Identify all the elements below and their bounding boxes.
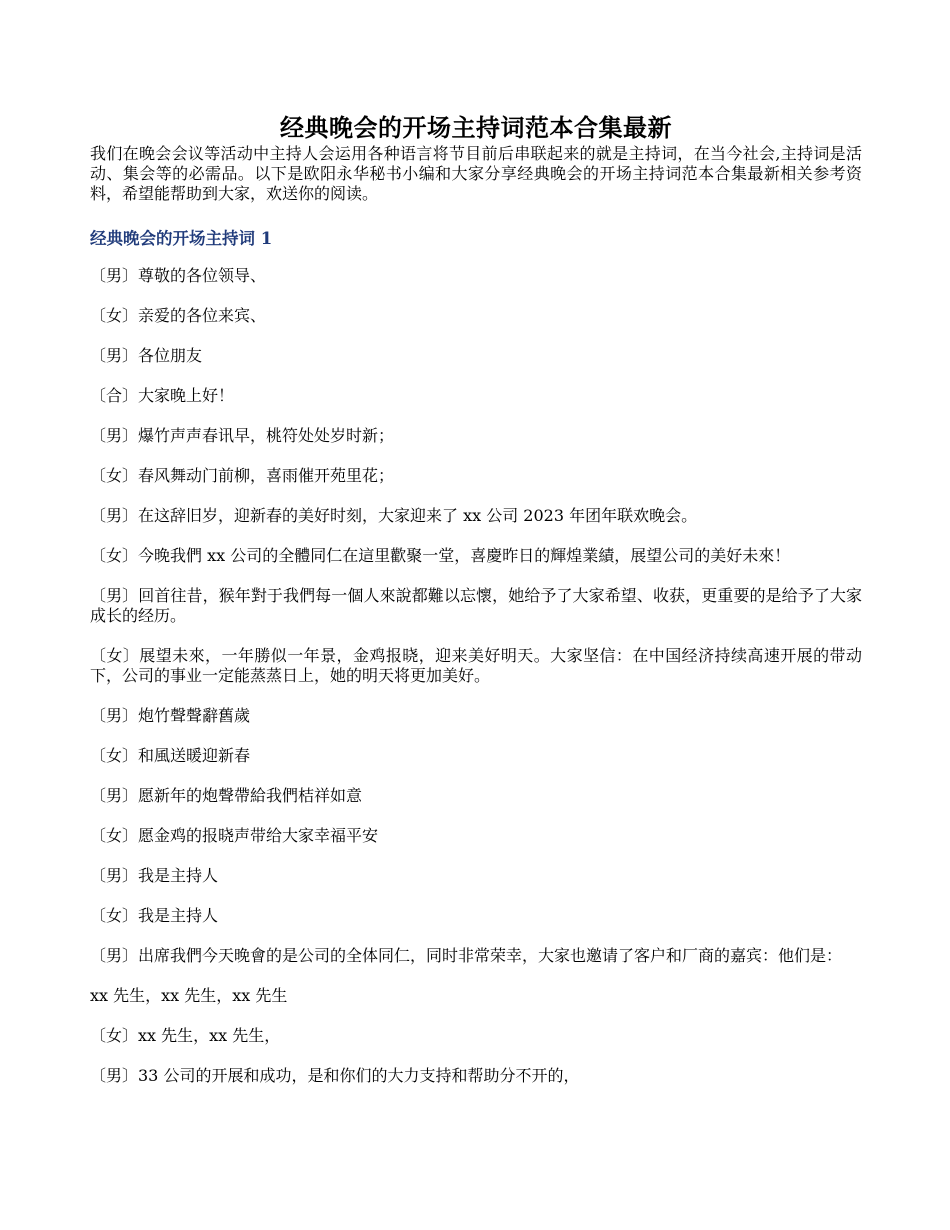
script-line: 〔男〕我是主持人 bbox=[90, 866, 219, 885]
script-line: 〔女〕春风舞动门前柳，喜雨催开苑里花； bbox=[90, 466, 395, 485]
script-line: 〔女〕愿金鸡的报晓声带给大家幸福平安 bbox=[90, 826, 379, 845]
document-title: 经典晚会的开场主持词范本合集最新 bbox=[280, 113, 672, 142]
document-page bbox=[90, 112, 862, 1106]
script-line: 〔男〕出席我們今天晚會的是公司的全体同仁，同时非常荣幸，大家也邀请了客户和厂商的嘉宾：他们是： bbox=[90, 946, 843, 965]
script-line: 〔女〕展望未來，一年勝似一年景，金鸡报晓，迎来美好明天。大家坚信：在中国经济持续高速开展的带动下，公司的事业一定能蒸蒸日上，她的明天将更加美好。 bbox=[90, 646, 862, 685]
script-line: 〔男〕炮竹聲聲辭舊歲 bbox=[90, 706, 251, 725]
script-line: xx 先生，xx 先生，xx 先生 bbox=[90, 986, 288, 1005]
script-line: 〔男〕尊敬的各位领导、 bbox=[90, 266, 267, 285]
script-line: 〔女〕今晚我們 xx 公司的全體同仁在這里歡聚一堂，喜慶昨日的輝煌業績，展望公司的美好未來！ bbox=[90, 546, 791, 565]
script-line: 〔男〕33 公司的开展和成功，是和你们的大力支持和帮助分不开的， bbox=[90, 1066, 580, 1085]
section-heading: 经典晚会的开场主持词 1 bbox=[90, 229, 273, 248]
script-line: 〔合〕大家晚上好！ bbox=[90, 386, 235, 405]
script-line: 〔女〕我是主持人 bbox=[90, 906, 219, 925]
script-line: 〔男〕各位朋友 bbox=[90, 346, 203, 365]
intro-paragraph: 我们在晚会会议等活动中主持人会运用各种语言将节目前后串联起来的就是主持词，在当今社会,主持词是活动、集会等的必需品。以下是欧阳永华秘书小编和大家分享经典晚会的开场主持词范本合集最新相关参考资料，希望能帮助到大家，欢送你的阅读。 bbox=[90, 144, 862, 203]
script-line: 〔男〕愿新年的炮聲帶給我們桔祥如意 bbox=[90, 786, 363, 805]
script-line: 〔女〕亲爱的各位来宾、 bbox=[90, 306, 267, 325]
script-line: 〔男〕回首往昔，猴年對于我們每一個人來說都難以忘懷，她给予了大家希望、收获，更重要的是给予了大家成长的经历。 bbox=[90, 586, 862, 625]
script-line: 〔女〕xx 先生，xx 先生， bbox=[90, 1026, 281, 1045]
script-line: 〔男〕爆竹声声春讯早，桃符处处岁时新； bbox=[90, 426, 395, 445]
script-lines bbox=[90, 266, 862, 1086]
script-line: 〔男〕在这辞旧岁，迎新春的美好时刻，大家迎来了 xx 公司 2023 年团年联欢晚会。 bbox=[90, 506, 698, 525]
script-line: 〔女〕和風送暖迎新春 bbox=[90, 746, 251, 765]
